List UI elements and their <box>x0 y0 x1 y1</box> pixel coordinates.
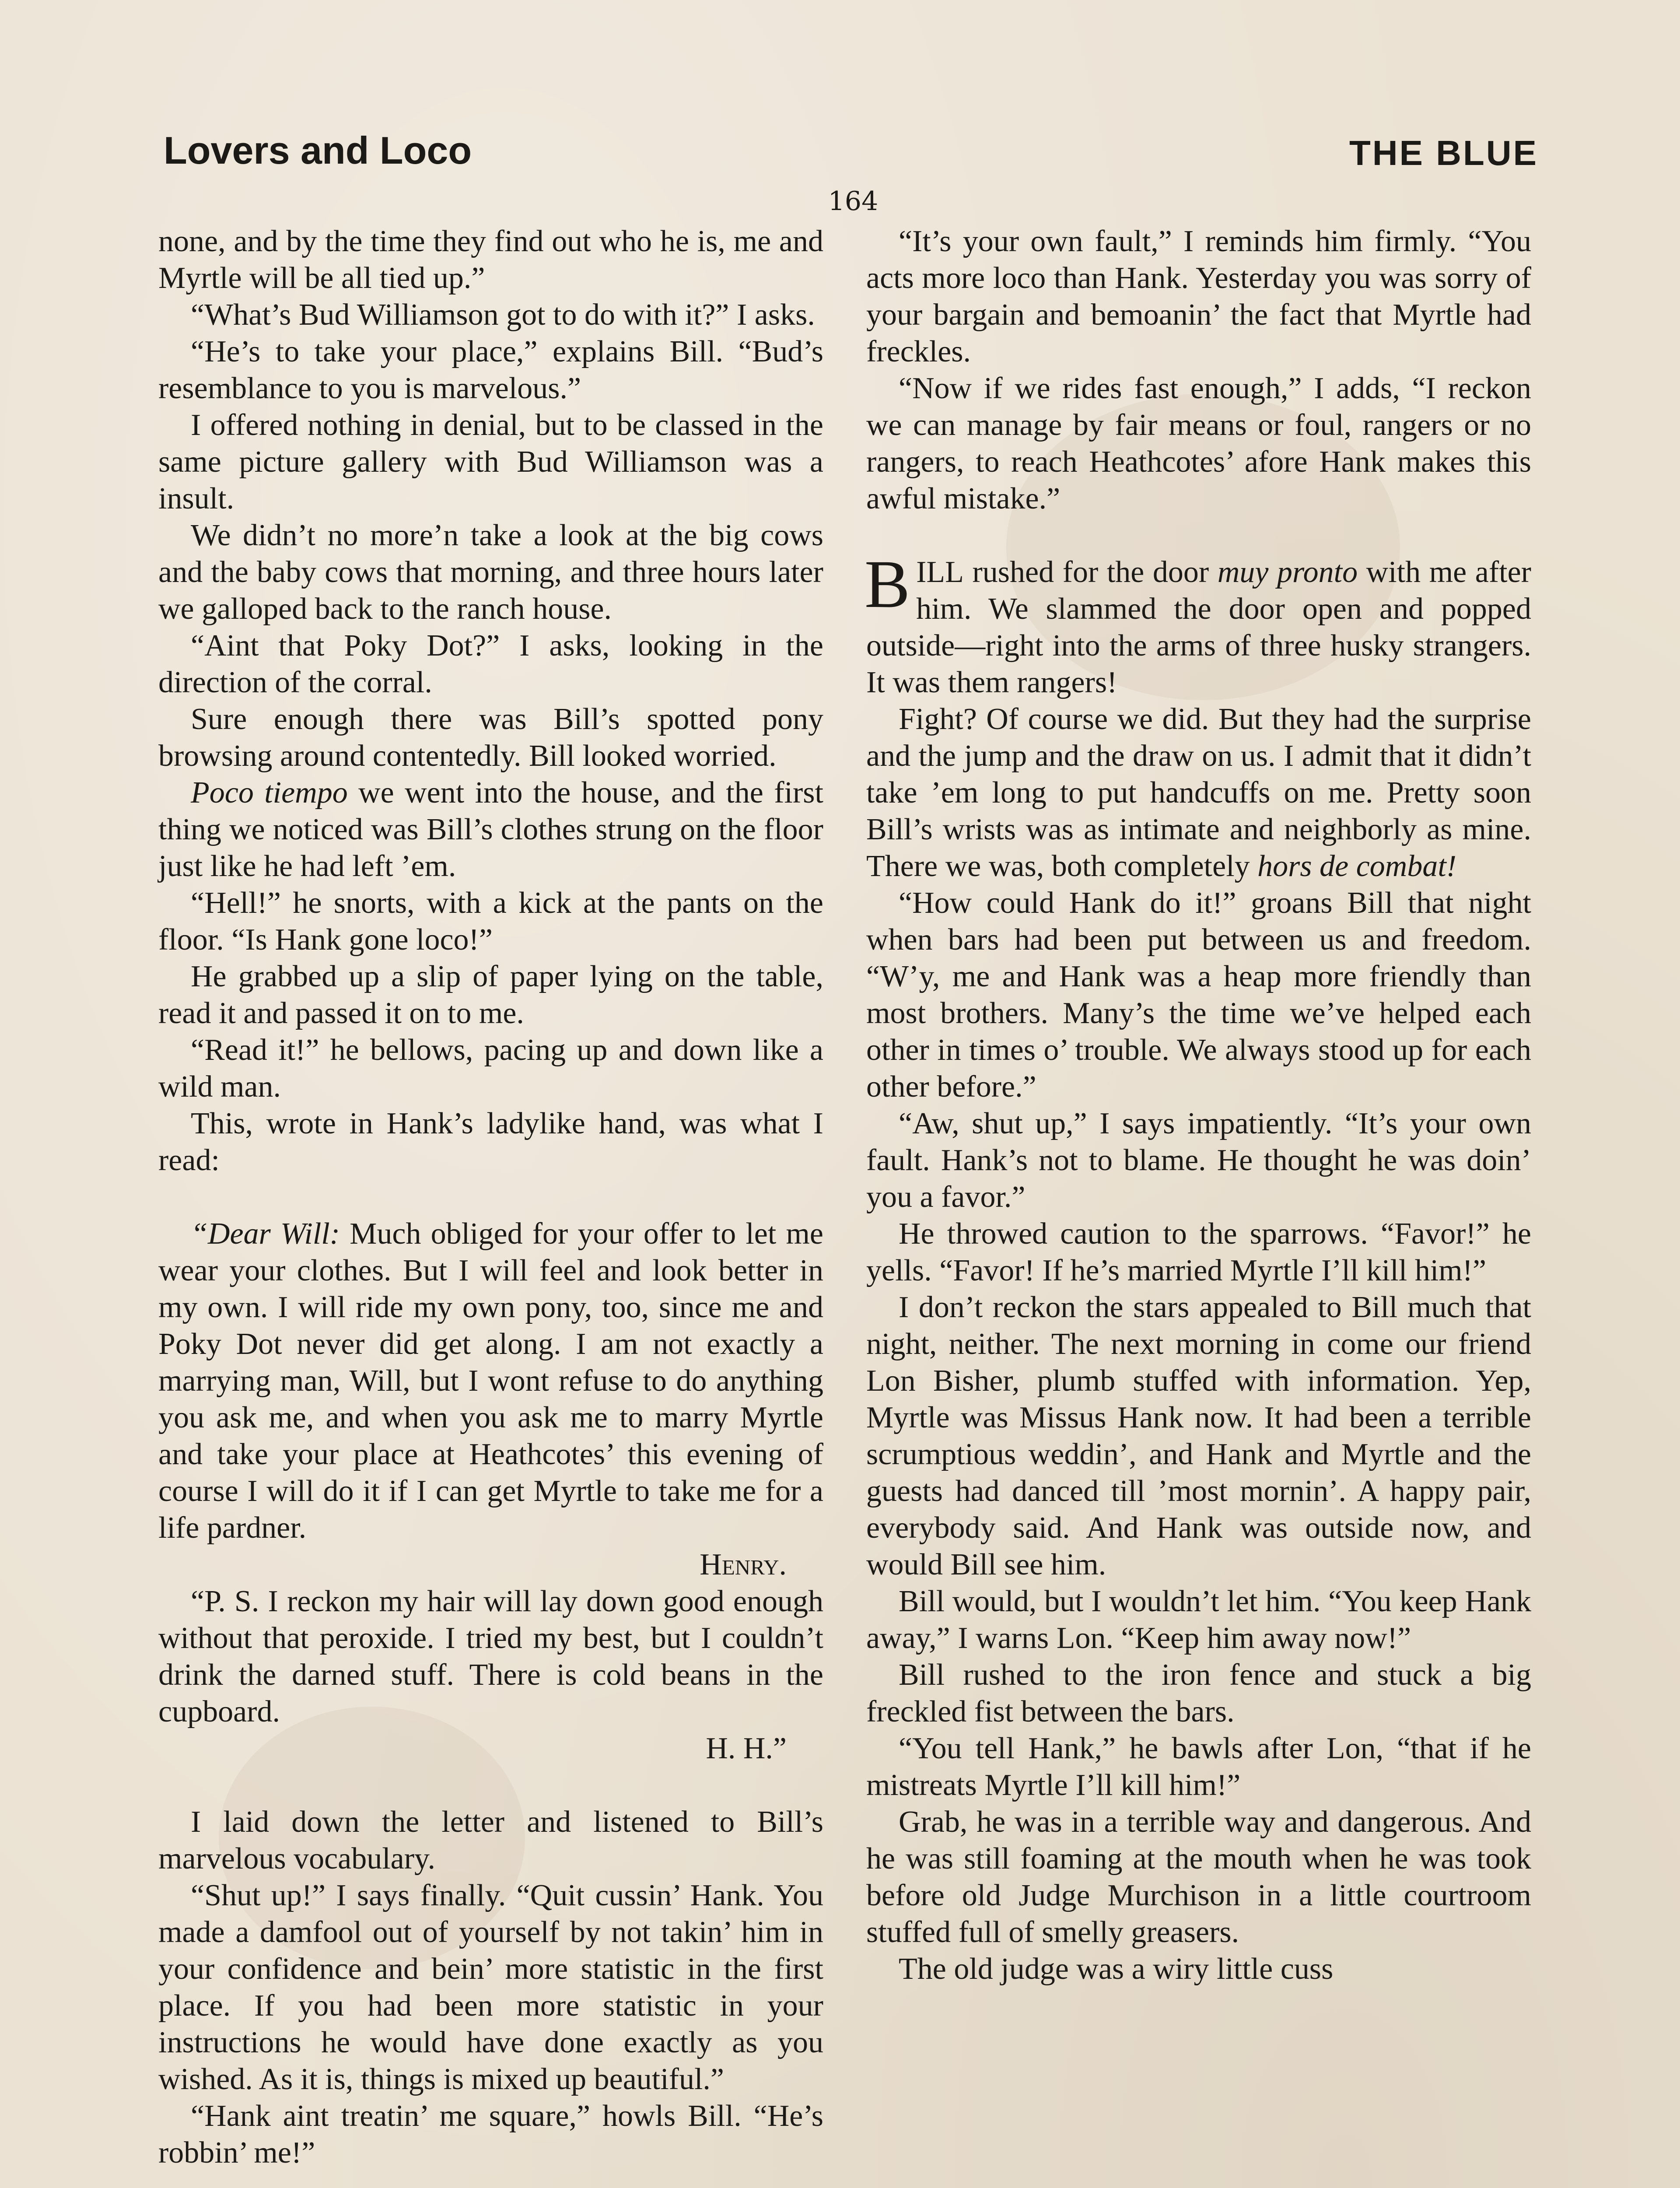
italic-phrase: muy pronto <box>1217 555 1358 589</box>
drop-cap: B <box>864 546 910 622</box>
paragraph: He grabbed up a slip of paper lying on the table, read it and passed it on to me. <box>158 960 823 1030</box>
section-start-paragraph <box>864 546 1531 701</box>
paragraph: “He’s to take your place,” explains Bill. “Bud’s resemblance to you is marvelous.” <box>158 335 823 405</box>
running-header-magazine: THE BLUE <box>1349 133 1538 172</box>
paragraph <box>866 701 1531 885</box>
paragraph: “Hank aint treatin’ me square,” howls Bill. “He’s robbin’ me!” <box>158 2099 823 2170</box>
paragraph: This, wrote in Hank’s ladylike hand, was what I read: <box>158 1107 823 1177</box>
paragraph: “Aw, shut up,” I says impatiently. “It’s your own fault. Hank’s not to blame. He thought he was doin’ you a favor.” <box>866 1107 1531 1214</box>
italic-phrase: Poco tiempo <box>191 776 348 810</box>
paragraph: I don’t reckon the stars appealed to Bill much that night, neither. The next morning in come our friend Lon Bisher, plumb stuffed with information. Yep, Myrtle was Missus Hank now. It had been a terrible scrumptious weddin’, and Hank and Myrtle and the guests had danced till ’most mornin’. A happy pair, everybody said. And Hank was outside now, and would Bill see him. <box>866 1290 1531 1581</box>
paragraph: We didn’t no more’n take a look at the big cows and the baby cows that morning, and three hours later we galloped back to the ranch house. <box>158 519 823 626</box>
paragraph: Grab, he was in a terrible way and dangerous. And he was still foaming at the mouth when he was took before old Judge Murchison in a little courtroom stuffed full of smelly greasers. <box>866 1805 1531 1949</box>
letter-salutation: “Dear Will: <box>191 1217 340 1251</box>
paragraph-text: rushed for the door <box>963 555 1218 589</box>
paragraph: “Hell!” he snorts, with a kick at the pants on the floor. “Is Hank gone loco!” <box>158 886 823 957</box>
right-column <box>866 223 1531 1988</box>
paragraph: Bill rushed to the iron fence and stuck a big freckled fist between the bars. <box>866 1658 1531 1729</box>
paragraph: “Now if we rides fast enough,” I adds, “I reckon we can manage by fair means or foul, rangers or no rangers, to reach Heathcotes’ afore Hank makes this awful mistake.” <box>866 372 1531 515</box>
letter-signature: Henry. <box>700 1548 787 1581</box>
paragraph: “How could Hank do it!” groans Bill that night when bars had been put between us and freedom. “W’y, me and Hank was a heap more friendly than most brothers. Many’s the time we’ve helped each other in times o’ trouble. We always stood up for each other before.” <box>866 886 1531 1104</box>
paragraph: He throwed caution to the sparrows. “Favor!” he yells. “Favor! If he’s married Myrtle I’ll kill him!” <box>866 1217 1531 1287</box>
paragraph: none, and by the time they find out who he is, me and Myrtle will be all tied up.” <box>158 224 823 295</box>
paragraph: The old judge was a wiry little cuss <box>899 1952 1334 1986</box>
paragraph: “What’s Bud Williamson got to do with it?” I asks. <box>191 298 815 332</box>
postscript-signature: H. H.” <box>706 1732 787 1765</box>
paragraph: “You tell Hank,” he bawls after Lon, “that if he mistreats Myrtle I’ll kill him!” <box>866 1732 1531 1802</box>
paragraph <box>158 775 823 885</box>
paragraph: “Aint that Poky Dot?” I asks, looking in the direction of the corral. <box>158 629 823 699</box>
left-column <box>158 223 823 2171</box>
paragraph: “Shut up!” I says finally. “Quit cussin’ Hank. You made a damfool out of yourself by not takin’ him in your confidence and bein’ more statistic in the first place. If you had been more statistic in your instructions he would have done exactly as you wished. As it is, things is mixed up beautiful.” <box>158 1879 823 2096</box>
italic-phrase: hors de combat! <box>1257 849 1457 883</box>
paragraph-text: we went into the house, and the first thing we noticed was Bill’s clothes strung on the floor just like he had left ’em. <box>158 776 823 883</box>
paragraph: Bill would, but I wouldn’t let him. “You keep Hank away,” I warns Lon. “Keep him away now!” <box>866 1585 1531 1655</box>
paragraph-text: with me after him. We slammed the door open and popped outside—right into the arms of three husky strangers. It was them rangers! <box>866 555 1531 699</box>
paragraph: “It’s your own fault,” I reminds him firmly. “You acts more loco than Hank. Yesterday you was sorry of your bargain and bemoanin’ the fact that Myrtle had freckles. <box>866 224 1531 368</box>
page-number: 164 <box>828 186 878 217</box>
postscript: “P. S. I reckon my hair will lay down good enough without that peroxide. I tried my best, but I couldn’t drink the darned stuff. There is cold beans in the cupboard. <box>158 1585 823 1729</box>
paragraph: Sure enough there was Bill’s spotted pony browsing around contentedly. Bill looked worried. <box>158 702 823 773</box>
letter-paragraph <box>158 1216 823 1546</box>
paragraph: I laid down the letter and listened to Bill’s marvelous vocabulary. <box>158 1805 823 1876</box>
running-header-title: Lovers and Loco <box>164 129 472 172</box>
paragraph: “Read it!” he bellows, pacing up and down like a wild man. <box>158 1033 823 1104</box>
paragraph: I offered nothing in denial, but to be classed in the same picture gallery with Bud Williamson was a insult. <box>158 408 823 515</box>
letter-body: Much obliged for your offer to let me wear your clothes. But I will feel and look better in my own. I will ride my own pony, too, since me and Poky Dot never did get along. I am not exactly a marrying man, Will, but I wont refuse to do anything you ask me, and when you ask me to marry Myrtle and take your place at Heathcotes’ this evening of course I will do it if I can get Myrtle to take me for a life pardner. <box>158 1217 823 1545</box>
drop-cap-continuation: ILL <box>916 555 964 589</box>
paragraph-text: Fight? Of course we did. But they had the surprise and the jump and the draw on us. I admit that it didn’t take ’em long to put handcuffs on me. Pretty soon Bill’s wrists was as intimate and neighborly as mine. There we was, both completely <box>866 702 1531 883</box>
